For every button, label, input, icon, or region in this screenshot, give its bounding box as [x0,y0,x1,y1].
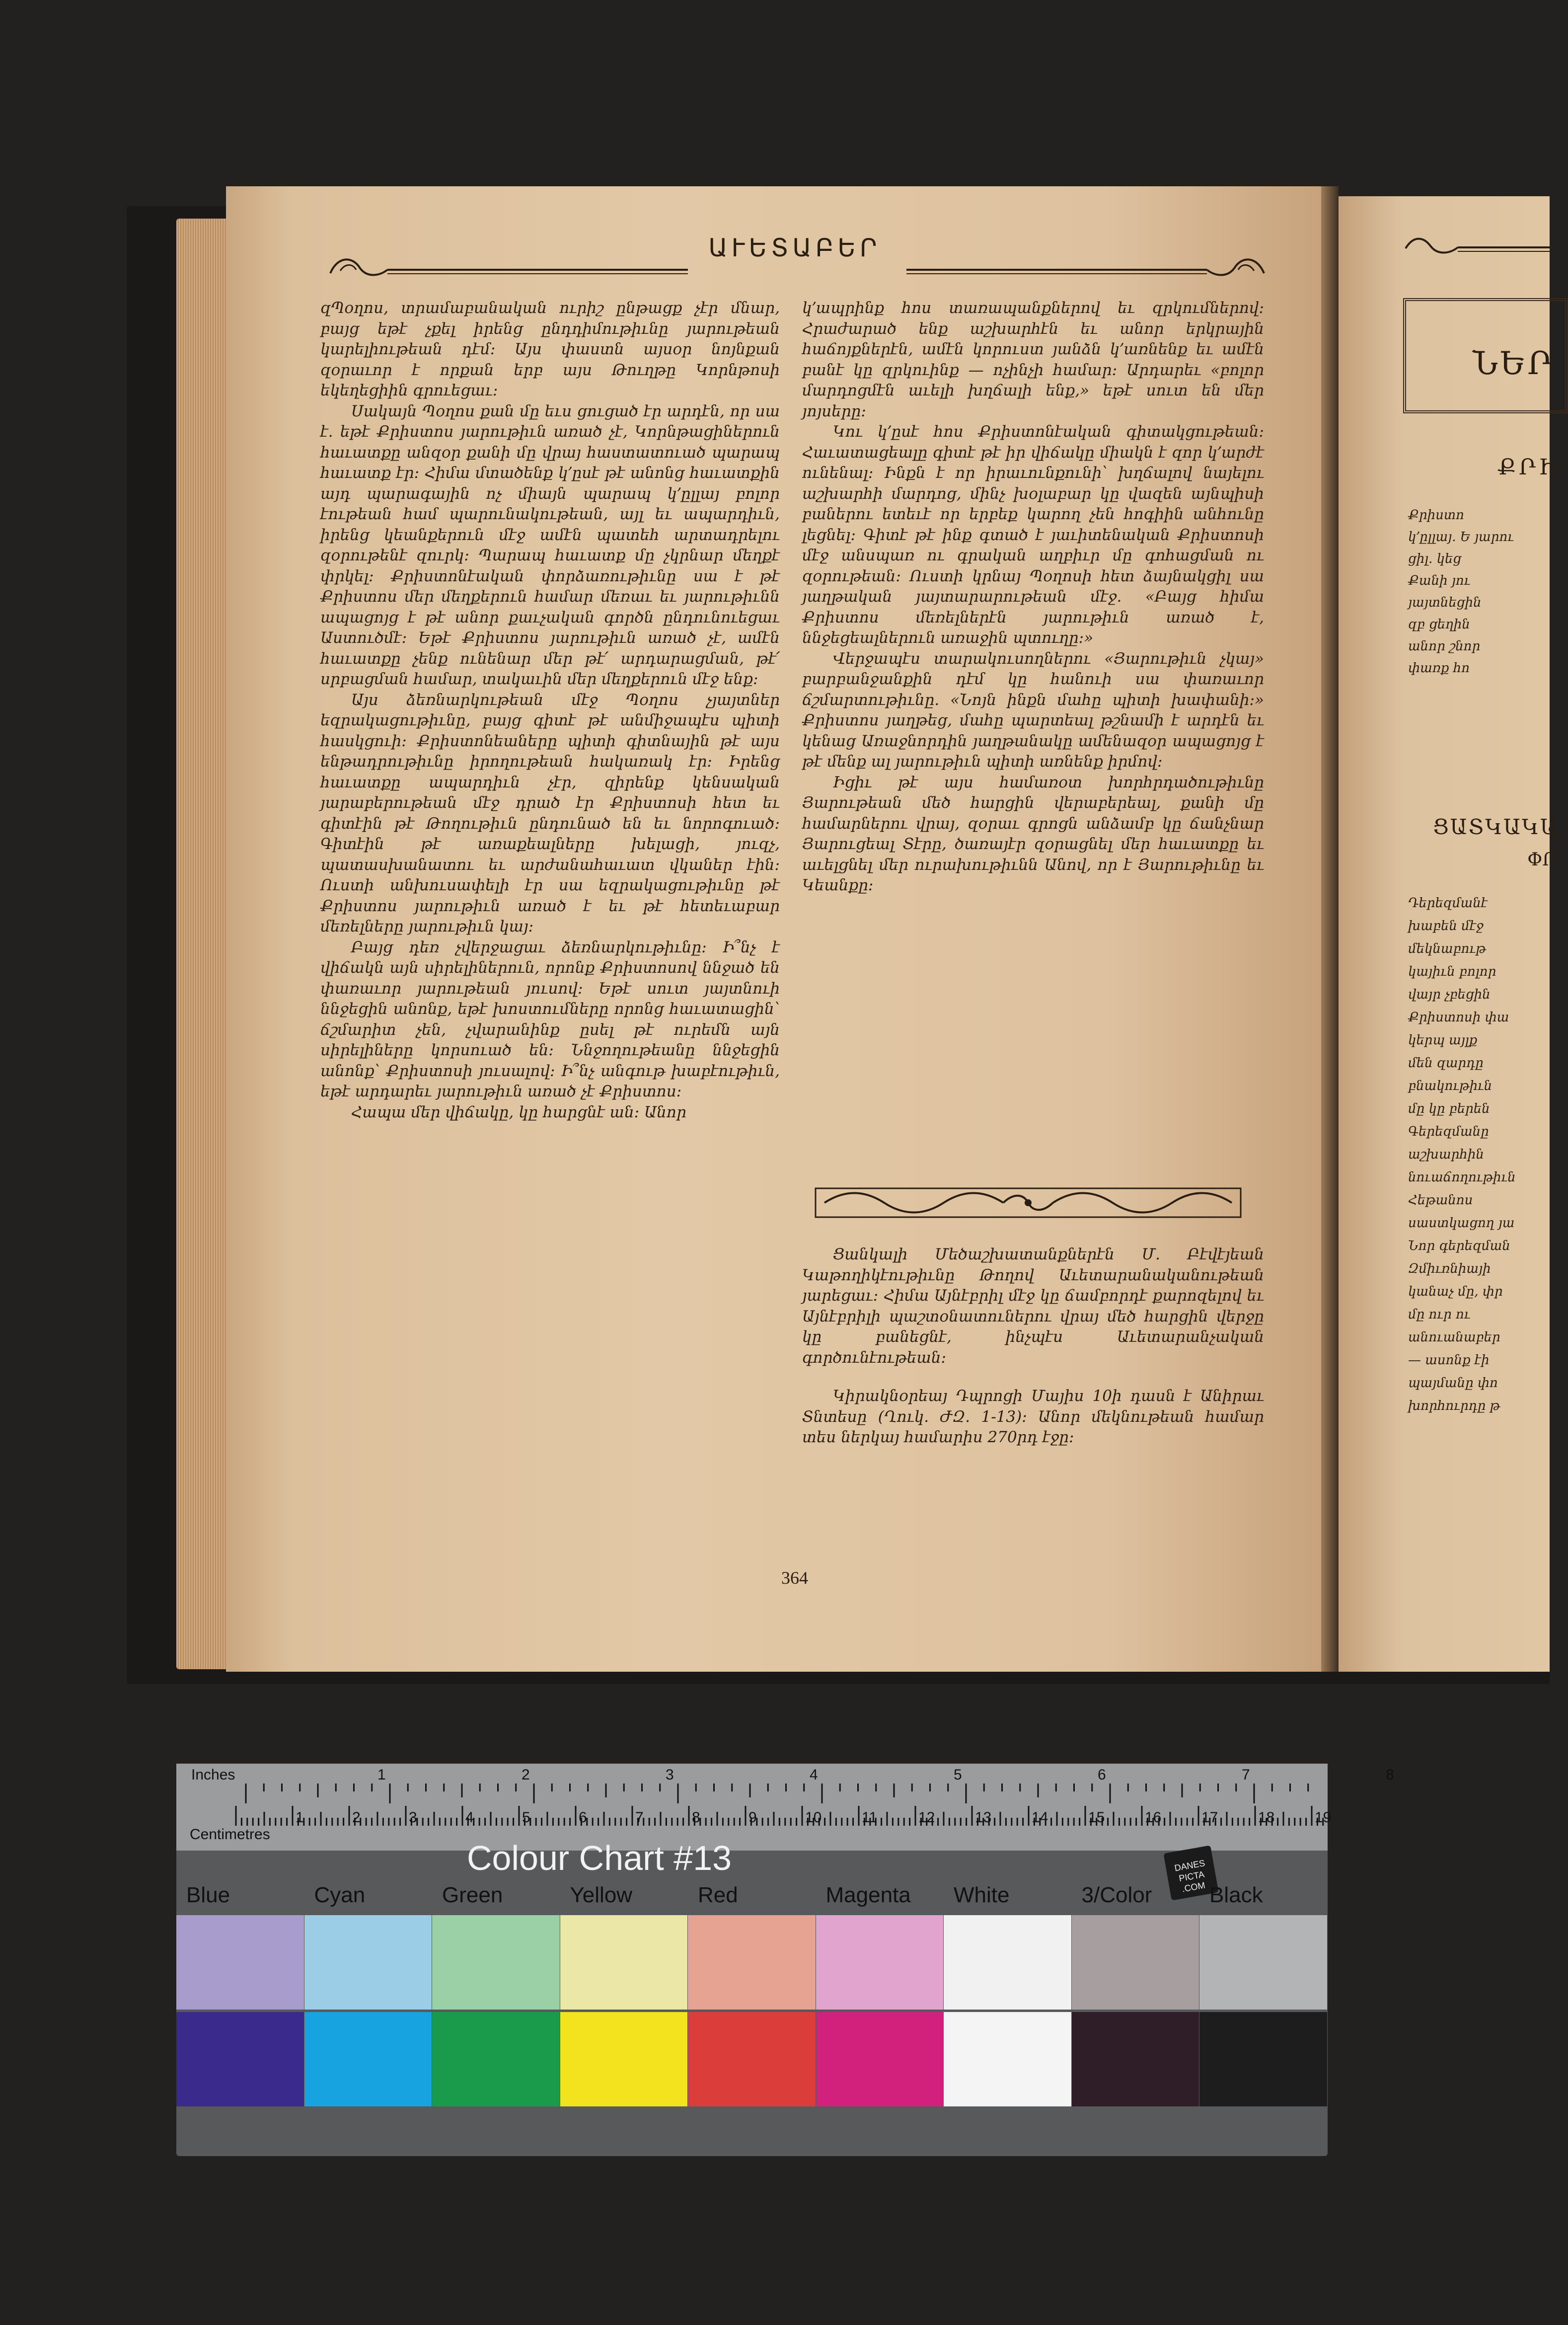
cm-number: 3 [409,1809,417,1826]
swatch-dark [1072,2012,1199,2106]
page-number: 364 [781,1568,808,1588]
cm-number: 1 [296,1809,304,1826]
text-line: զբ ցեղին [1408,617,1470,632]
page-edges [176,219,231,1669]
cm-number: 17 [1201,1809,1218,1826]
text-line: Հեթանոս [1408,1193,1473,1208]
swatch-light [944,1915,1071,2010]
next-page-title: ՆԵՐ [1473,345,1554,382]
text-line: վայր չբեցին [1408,987,1491,1002]
swatch-light [432,1915,560,2010]
text-line: Զմիւռնիայի [1408,1261,1491,1276]
text-line: կերպ այլք [1408,1033,1478,1048]
paragraph: Սակայն Պօղոս քան մը եւս ցուցած էր արդէն, որ սա է. եթէ Քրիստոս յարութիւն առած չէ, Կորնթացիներուն հաւատքը անզօր քանի մը վրայ հաստատուած պարապ հաւատք էր։ Հիմա մտածենք կ՚ըսէ թէ անոնց հաւատքին այդ պարագային ոչ միայն պարապ կ՚ըլլայ բոլոր էութեան համ պարունակութեան, այլ եւ ապարդիւն, իրենց կեանքերուն մէջ ամէն պատեհ արտադրելու զօրութենէ զուրկ։ Պարապ հաւատք մը չկրնար մեղքէ փրկել։ Քրիստոնէական փորձառութիւնը սա է թէ Քրիստոս մեր մեղքերուն համար մեռաւ եւ յարութիւնն ապացոյց է թէ անոր քաւչական գործն ընդունուեցաւ Աստուծմէ։ Եթէ Քրիստոս յարութիւն առած չէ, ամէն հաւատքը չենք ունենար մեր թէ՛ արդարացման, թէ՛ սրբացման համար, տակաւին մեր մեղքերուն մէջ ենք։ [320,402,780,688]
cm-number: 18 [1258,1809,1275,1826]
text-line: մեկնաբութ [1408,941,1486,956]
next-page-subtitle: ՔՐԻ [1497,455,1559,480]
colour-chart-title: Colour Chart #13 [467,1839,732,1877]
swatch-dark [944,2012,1071,2106]
swatch-dark [816,2012,944,2106]
inch-number: 4 [810,1767,818,1783]
swatch-label: 3/Color [1081,1883,1152,1907]
swatch-dark [304,2012,432,2106]
text-line: ցիլ. կեց [1408,551,1462,566]
swatch-label: Blue [186,1883,230,1907]
next-page-text-block [1408,504,1557,679]
cm-number: 11 [862,1809,878,1826]
swatch-label: Green [442,1883,503,1907]
next-page-text-block-2 [1408,892,1557,1417]
text-line: սաստկացող յա [1408,1216,1515,1231]
text-line: խաբեն մէջ [1408,919,1484,933]
text-line: Դերեզմանէ [1408,896,1488,911]
text-line: յայտնեցին [1408,595,1482,610]
text-line: մեն զարդը [1408,1056,1484,1071]
text-line: Քրիստոսի փա [1408,1010,1509,1025]
text-line: կ՚ըլլայ. Ե յարու [1408,530,1514,544]
text-line: Քանի յու [1408,573,1471,588]
book-page-right-partial [1339,196,1559,1672]
cm-number: 10 [805,1809,822,1826]
inch-number: 6 [1098,1767,1106,1783]
swatch-light [1199,1915,1327,2010]
swatch-light [816,1915,944,2010]
header-ornament-rule [1403,233,1552,258]
ruler-ticks [176,1764,1394,1851]
text-line: կայիւն բոլոր [1408,964,1496,979]
swatch-label: Magenta [825,1883,911,1907]
paragraph: զՊօղոս, տրամաբանական ուրիշ ընթացք չէր մնար, բայց եթէ չքել իրենց ընդդիմութիւնը յարութեան կարելիութեան դէմ։ Այս փաստն այսօր նոյնքան զօրաւոր է որքան երբ այս Թուղթը Կորնթոսի եկեղեցիին գրուեցաւ։ [320,299,780,399]
swatch-label: Black [1209,1883,1263,1907]
cm-number: 13 [975,1809,992,1826]
paragraph: Վերջապէս տարակուսողներու «Յարութիւն չկայ» բարբանջանքին դէմ կը հանուի սա փառաւոր ճշմարտութիւնը. «Նոյն ինքն մահը պիտի խափանի։» Քրիստոս յաղթեց, մահը պարտեալ թշնամի է արդէն եւ կենաց Առաջնորդին յաղթանակը ամենազօր ապացոյց է թէ մենք ալ յարութիւն պիտի առնենք իրմով։ [802,649,1264,771]
paragraph: Իցիւ թէ այս համառօտ խորհրդածութիւնը Յարութեան մեծ հարցին վերաբերեալ, քանի մը համարներու վրայ, զօրաւ գրոցն անձամբ կը ճանչնար Յարուցեալ Տէրը, ծառայէր զօրացնել մեր հաւատքը եւ աւելցնել մեր ուրախութիւնն Անով, որ է Յարութիւնը եւ Կեանքը։ [802,773,1264,894]
paragraph: Հապա մեր վիճակը, կը հարցնէ ան։ Անոր [351,1103,686,1121]
text-line: պայմանը փո [1408,1376,1498,1391]
text-line: Քրիստո [1408,508,1464,523]
swatch-dark [1199,2012,1327,2106]
inch-number: 1 [377,1767,386,1783]
text-column-right [802,298,1264,896]
running-head: ԱՒԵՏԱԲԵՐ [708,233,881,262]
text-line: նուաճողութիւն [1408,1170,1516,1185]
paragraph: Կիրակնօրեայ Դպրոցի Մայիս 10ի դասն է Անիրաւ Տնտեսը (Ղուկ. ԺԶ. 1-13)։ Անոր մեկնութեան համար տես ներկայ համարիս 270րդ էջը։ [802,1387,1264,1446]
inch-number: 3 [666,1767,674,1783]
swatch-light [560,1915,688,2010]
text-column-right-notes [802,1244,1264,1448]
cm-number: 14 [1032,1809,1048,1826]
brand-logo: DANES PICTA .COM [1163,1845,1218,1900]
inch-number: 8 [1386,1767,1394,1783]
swatch-light [688,1915,816,2010]
text-line: — ասոնք էի [1408,1353,1490,1368]
section-divider-ornament [815,1187,1242,1218]
next-page-section-subheading: ՓՐ [1527,850,1557,870]
text-line: մը ուր ու [1408,1307,1471,1322]
swatch-dark [688,2012,816,2106]
cm-number: 6 [579,1809,587,1826]
paragraph: Կու կ՚ըսէ հոս Քրիստոնէական գիտակցութեան։ Հաւատացեալը գիտէ թէ իր վիճակը միակն է զոր կ՚արժէ ունենալ։ Ինքն է որ իրաւունքունի՝ խղճալով նայելու աշխարհի մարդոց, մինչ խօլաբար կը վազեն այնպիսի բաներու ետեւէ որ երբեք կարող չեն հոգիին անհունը լեցնել։ Գիտէ թէ ինք գտած է յաւիտենական Քրիստոսի մէջ անսպառ ու գրական աղբիւր մը գոհացման ու զօրութեան։ Ուստի կրնայ Պօղոսի հետ ձայնակցիլ սա յաղթական յայտարարութեան մէջ. «Բայց հիմա Քրիստոս մեռելներէն յարութիւն առած է, ննջեցեալներուն առաջին պտուղը։» [802,423,1264,647]
text-line: մը կը բերեն [1408,1101,1490,1116]
cm-number: 15 [1088,1809,1105,1826]
cm-number: 12 [918,1809,935,1826]
swatch-label: White [954,1883,1010,1907]
swatch-light [304,1915,432,2010]
inch-number: 7 [1242,1767,1250,1783]
paragraph: Ցանկալի Մեծաշխատանքներէն Մ. Բէվէյեան Կաթողիկէութիւնը Թողով Աւետարանականութեան յարեցաւ։ Հիմա Այնէբրիլ մէջ կը ճամբորդէ քարոզելով եւ Այնէբրիլի պաշտօնատուներու վրայ մեծ հարցին վերջը կը բանեցնէ, ինչպէս Աւետարանչական գործունէութեան։ [802,1245,1264,1367]
swatch-light [1072,1915,1199,2010]
swatch-label: Yellow [570,1883,633,1907]
text-line: խորհուրդը թ [1408,1398,1500,1413]
paragraph: Բայց դեռ չվերջացաւ ձեռնարկութիւնը։ Ի՞նչ է վիճակն այն սիրելիներուն, որոնք Քրիստոսով ննջած են փառաւոր յարութեան յուսով։ Եթէ սուտ յայտնուի ննջեցին անոնք, եթէ խոստումները որոնց հաւատացին՝ ճշմարիտ չեն, չվարանինք ըսել թէ ուրեմն այն սիրելիները կորսուած են։ Ննջողութեանը ննջեցին անոնք՝ Քրիստոսի յուսալով։ Ի՞նչ անգութ խաբէութիւն, եթէ արդարեւ յարութիւն առած չէ Քրիստոս։ [320,938,780,1100]
cm-number: 4 [465,1809,474,1826]
book-gutter [1321,186,1339,1672]
text-line: անուանաբեր [1408,1330,1500,1345]
next-page-section-heading: ՑԱՏԿԱԿԱ [1433,815,1559,839]
text-column-left [320,298,780,1123]
cm-number: 8 [692,1809,700,1826]
swatch-light [176,1915,304,2010]
swatch-dark [176,2012,304,2106]
paragraph: Այս ձեռնարկութեան մէջ Պօղոս չյայտներ եզրակացութիւնը, բայց գիտէ թէ անմիջապէս պիտի հասկցուի։ Քրիստոնեաները պիտի գիտնային թէ այս ենթադրութիւնը իրողութեան հակառակ էր։ Իրենց հաւատքը ապարդիւն չէր, զիրենք կենսական յարաբերութեան մէջ դրած էր Քրիստոսի հետ եւ գիտէին թէ Թողութիւն ընդունած են եւ նորոգուած։ Գիտէին թէ առաքեալները խելացի, յուզչ, պատասխանատու եւ արժանահաւատ վկաներ էին։ Ուստի անխուսափելի էր սա եզրակացութիւնը թէ Քրիստոս յարութիւն առած է եւ թէ հետեւաբար մեռելները յարութիւն կայ։ [320,691,780,935]
text-line: բնակութիւն [1408,1079,1493,1093]
swatch-dark [560,2012,688,2106]
cm-number: 2 [352,1809,361,1826]
paragraph: կ՚ապրինք հոս տառապանքներով եւ զրկումներով։ Հրաժարած ենք աշխարհէն եւ անոր երկրային հաճոյքներէն, ամէն կորուստ յանձն կ՚առնենք եւ ամէն բանէ կը զրկուինք — ոչինչի համար։ Արդարեւ «բոլոր մարդոցմէն աւելի խղճալի ենք,» եթէ սուտ են մեր յոյսերը։ [802,299,1264,420]
ruler-inches-label: Inches [191,1767,235,1783]
cm-number: 16 [1145,1809,1162,1826]
text-line: աշխարհին [1408,1147,1484,1162]
text-line: Գերեզմանը [1408,1124,1489,1139]
cm-number: 7 [635,1809,644,1826]
text-line: անոր շնոր [1408,639,1481,654]
swatch-dark [432,2012,560,2106]
swatch-label: Red [698,1883,738,1907]
cm-number: 9 [748,1809,757,1826]
text-line: Նոր գերեզման [1408,1239,1510,1253]
swatch-label: Cyan [314,1883,366,1907]
text-line: փառք հո [1408,661,1470,676]
text-line: կանաչ մը, փր [1408,1284,1503,1299]
cm-number: 19 [1315,1809,1332,1826]
ruler-centimetres-label: Centimetres [190,1826,270,1843]
inch-number: 5 [954,1767,962,1783]
inch-number: 2 [522,1767,530,1783]
cm-number: 5 [522,1809,530,1826]
